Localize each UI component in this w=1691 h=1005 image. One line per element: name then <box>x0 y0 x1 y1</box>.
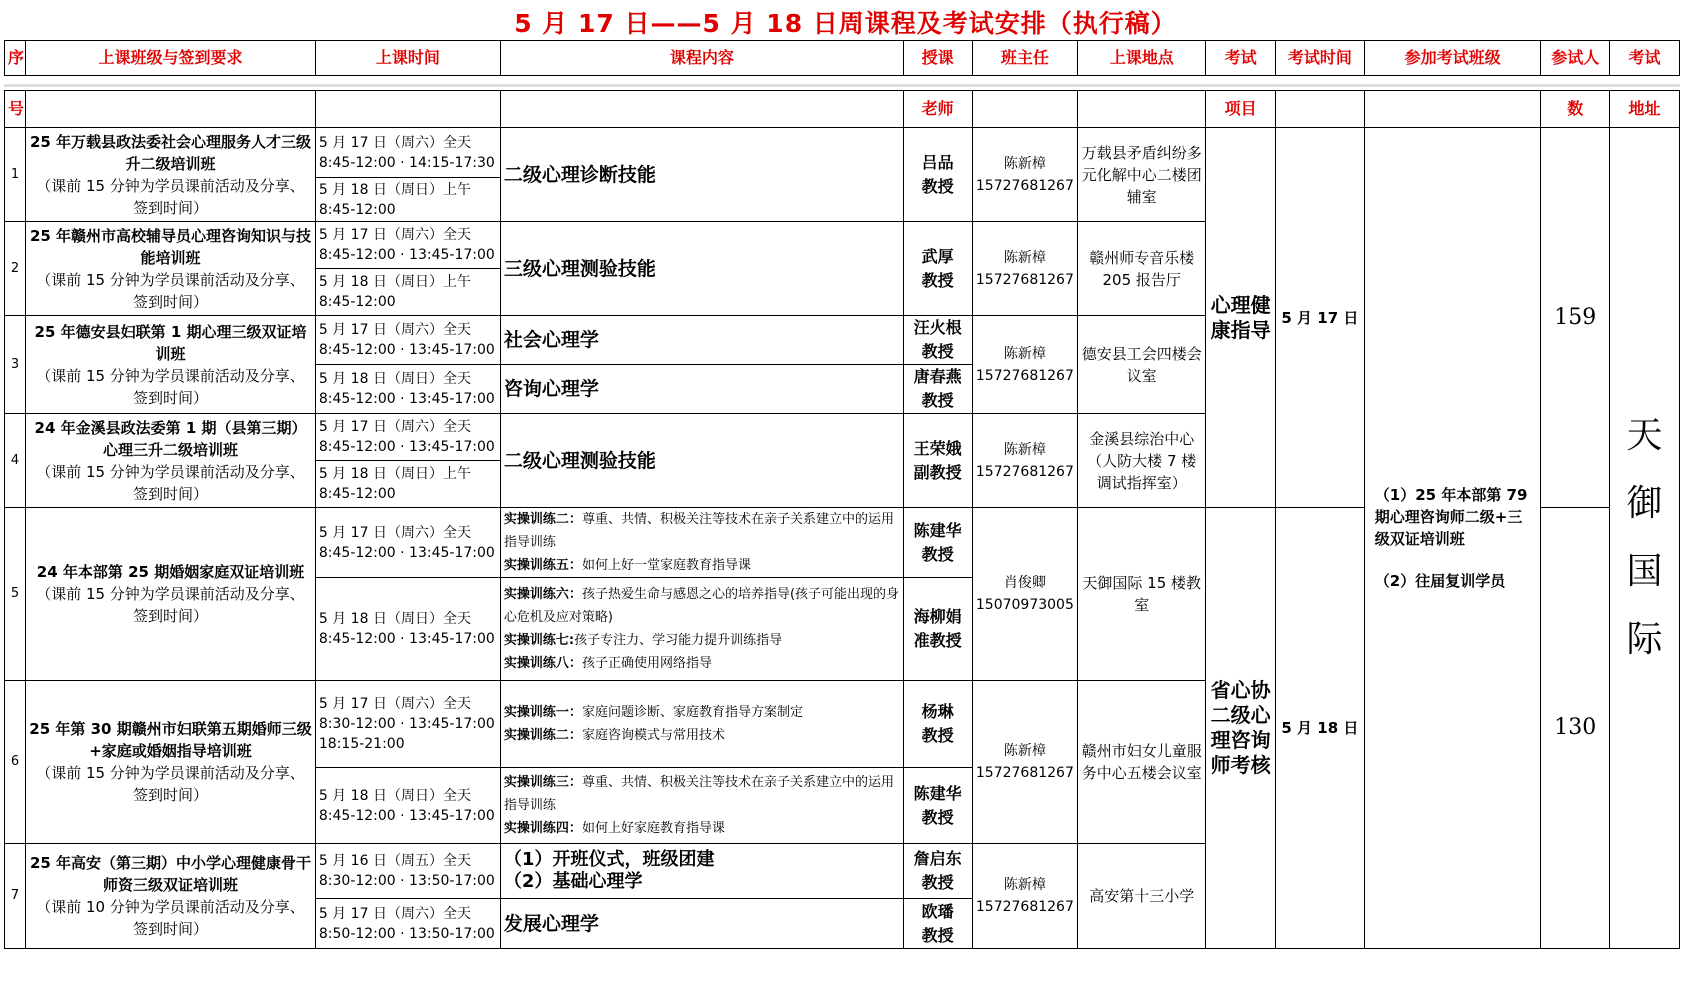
teacher-cell: 杨琳 教授 <box>903 681 972 768</box>
row-number: 7 <box>5 844 26 949</box>
exam-time-2: 5 月 18 日 <box>1275 508 1364 949</box>
head-teacher-cell: 陈新樟 15727681267 <box>972 128 1078 222</box>
time-cell: 5 月 18 日（周日）全天 8:45-12:00 · 13:45-17:00 <box>315 365 500 414</box>
place-cell: 赣州师专音乐楼 205 报告厅 <box>1078 222 1206 316</box>
col-time: 上课时间 <box>315 41 500 76</box>
exam-time-1: 5 月 17 日 <box>1275 128 1364 508</box>
teacher-cell: 陈建华 教授 <box>903 768 972 844</box>
teacher-cell: 唐春燕 教授 <box>903 365 972 414</box>
row-number: 2 <box>5 222 26 316</box>
col-exam: 考试 <box>1206 41 1276 76</box>
class-cell: 25 年高安（第三期）中小学心理健康骨干师资三级双证培训班 （课前 10 分钟为学员课前活动及分享、签到时间） <box>26 844 316 949</box>
teacher-cell: 陈建华 教授 <box>903 508 972 578</box>
course-cell: 发展心理学 <box>500 899 903 949</box>
place-cell: 高安第十三小学 <box>1078 844 1206 949</box>
class-cell <box>26 128 316 222</box>
teacher-cell: 汪火根 教授 <box>903 316 972 365</box>
teacher-cell: 欧璠 教授 <box>903 899 972 949</box>
col-count-2: 数 <box>1541 91 1610 128</box>
teacher-cell: 海柳娟 准教授 <box>903 578 972 681</box>
teacher-cell: 吕品 教授 <box>903 128 972 222</box>
class-name: 25 年万载县政法委社会心理服务人才三级升二级培训班 <box>29 132 312 173</box>
col-seq-2: 号 <box>5 91 26 128</box>
row-number: 3 <box>5 316 26 414</box>
exam-item-2: 省心协二级心理咨询师考核 <box>1206 508 1276 949</box>
course-cell: 咨询心理学 <box>500 365 903 414</box>
row-number: 6 <box>5 681 26 844</box>
col-teacher-2: 老师 <box>903 91 972 128</box>
course-cell: 实操训练六：孩子热爱生命与感恩之心的培养指导(孩子可能出现的身心危机及应对策略) 实操训练七:孩子专注力、学习能力提升训练指导 实操训练八：孩子正确使用网络指导 <box>500 578 903 681</box>
page-title: 5 月 17 日——5 月 18 日周课程及考试安排（执行稿） <box>514 9 1177 38</box>
exam-address: 天御国际 <box>1610 128 1680 949</box>
course-cell: 实操训练三：尊重、共情、积极关注等技术在亲子关系建立中的运用指导训练 实操训练四：如何上好家庭教育指导课 <box>500 768 903 844</box>
header-table <box>4 40 1680 76</box>
class-cell: 25 年第 30 期赣州市妇联第五期婚师三级+家庭或婚姻指导培训班 （课前 15 分钟为学员课前活动及分享、签到时间） <box>26 681 316 844</box>
exam-item-1: 心理健康指导 <box>1206 128 1276 508</box>
head-teacher-cell: 肖俊卿 15070973005 <box>972 508 1078 681</box>
row-number: 5 <box>5 508 26 681</box>
teacher-cell: 詹启东 教授 <box>903 844 972 899</box>
time-cell: 5 月 17 日（周六）全天 8:45-12:00 · 13:45-17:00 <box>315 414 500 461</box>
time-cell: 5 月 17 日（周六）全天 8:45-12:00 · 13:45-17:00 <box>315 508 500 578</box>
col-addr: 考试 <box>1610 41 1680 76</box>
col-exam-class: 参加考试班级 <box>1364 41 1541 76</box>
class-cell: 25 年赣州市高校辅导员心理咨询知识与技能培训班 （课前 15 分钟为学员课前活动及分享、签到时间） <box>26 222 316 316</box>
sub-header-row <box>5 91 1680 128</box>
class-requirement: （课前 15 分钟为学员课前活动及分享、签到时间） <box>36 176 305 217</box>
col-class: 上课班级与签到要求 <box>26 41 316 76</box>
course-cell: 二级心理诊断技能 <box>500 128 903 222</box>
exam-count-2: 130 <box>1541 508 1610 949</box>
col-addr-2: 地址 <box>1610 91 1680 128</box>
col-seq: 序 <box>5 41 26 76</box>
teacher-cell: 武厚 教授 <box>903 222 972 316</box>
time-cell: 5 月 18 日（周日）上午 8:45-12:00 <box>315 461 500 508</box>
header-separator <box>4 84 1680 87</box>
head-teacher-cell: 陈新樟 15727681267 <box>972 316 1078 414</box>
course-cell: 二级心理测验技能 <box>500 414 903 508</box>
place-cell: 德安县工会四楼会议室 <box>1078 316 1206 414</box>
exam-class-cell: （1）25 年本部第 79 期心理咨询师二级+三级双证培训班 （2）往届复训学员 <box>1364 128 1541 949</box>
schedule-table <box>4 90 1680 949</box>
col-teacher: 授课 <box>903 41 972 76</box>
head-teacher-cell: 陈新樟 15727681267 <box>972 222 1078 316</box>
course-cell: 实操训练一：家庭问题诊断、家庭教育指导方案制定 实操训练二：家庭咨询模式与常用技术 <box>500 681 903 768</box>
class-cell: 24 年本部第 25 期婚姻家庭双证培训班 （课前 15 分钟为学员课前活动及分享、签到时间） <box>26 508 316 681</box>
time-cell: 5 月 17 日（周六）全天 8:45-12:00 · 13:45-17:00 <box>315 222 500 269</box>
place-cell: 赣州市妇女儿童服务中心五楼会议室 <box>1078 681 1206 844</box>
col-course: 课程内容 <box>500 41 903 76</box>
exam-count-1: 159 <box>1541 128 1610 508</box>
col-count: 参试人 <box>1541 41 1610 76</box>
course-cell: （1）开班仪式，班级团建 （2）基础心理学 <box>500 844 903 899</box>
course-cell: 实操训练二：尊重、共情、积极关注等技术在亲子关系建立中的运用指导训练 实操训练五：如何上好一堂家庭教育指导课 <box>500 508 903 578</box>
place-cell: 万载县矛盾纠纷多元化解中心二楼团辅室 <box>1078 128 1206 222</box>
row-number: 4 <box>5 414 26 508</box>
head-teacher-cell: 陈新樟 15727681267 <box>972 414 1078 508</box>
place-cell: 天御国际 15 楼教室 <box>1078 508 1206 681</box>
col-place: 上课地点 <box>1078 41 1206 76</box>
col-exam-2: 项目 <box>1206 91 1276 128</box>
time-cell: 5 月 18 日（周日）全天 8:45-12:00 · 13:45-17:00 <box>315 768 500 844</box>
row-number: 1 <box>5 128 26 222</box>
head-teacher-cell: 陈新樟 15727681267 <box>972 681 1078 844</box>
time-cell: 5 月 18 日（周日）上午 8:45-12:00 <box>315 269 500 316</box>
col-exam-time: 考试时间 <box>1275 41 1364 76</box>
class-cell: 25 年德安县妇联第 1 期心理三级双证培训班 （课前 15 分钟为学员课前活动及分享、签到时间） <box>26 316 316 414</box>
class-cell: 24 年金溪县政法委第 1 期（县第三期）心理三升二级培训班 （课前 15 分钟为学员课前活动及分享、签到时间） <box>26 414 316 508</box>
time-range: 8:45-12:00 · 14:15-17:30 <box>318 154 495 171</box>
course-cell: 社会心理学 <box>500 316 903 365</box>
time-cell: 5 月 17 日（周六）全天 8:45-12:00 · 13:45-17:00 <box>315 316 500 365</box>
time-cell: 5 月 18 日（周日）全天 8:45-12:00 · 13:45-17:00 <box>315 578 500 681</box>
head-teacher-cell: 陈新樟 15727681267 <box>972 844 1078 949</box>
table-row <box>5 128 1680 178</box>
col-head: 班主任 <box>972 41 1078 76</box>
course-cell: 三级心理测验技能 <box>500 222 903 316</box>
time-cell: 5 月 16 日（周五）全天 8:30-12:00 · 13:50-17:00 <box>315 844 500 899</box>
teacher-cell: 王荣娥 副教授 <box>903 414 972 508</box>
time-date: 5 月 17 日（周六）全天 <box>318 134 471 151</box>
time-cell: 5 月 17 日（周六）全天 8:50-12:00 · 13:50-17:00 <box>315 899 500 949</box>
time-cell: 5 月 17 日（周六）全天 8:30-12:00 · 13:45-17:00 18:15-21:00 <box>315 681 500 768</box>
place-cell: 金溪县综治中心（人防大楼 7 楼调试指挥室） <box>1078 414 1206 508</box>
time-cell: 5 月 18 日（周日）上午 8:45-12:00 <box>315 178 500 222</box>
time-cell <box>315 128 500 178</box>
